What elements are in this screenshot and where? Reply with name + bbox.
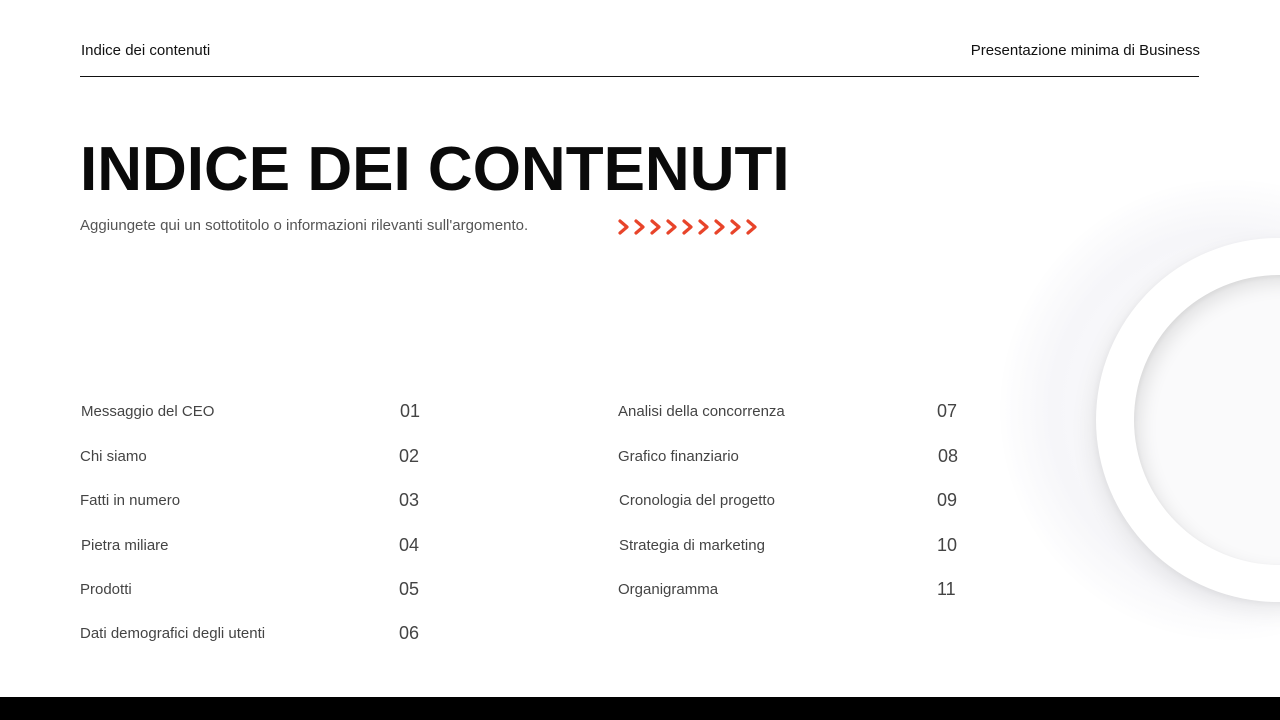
toc-item-number: 11 [937, 579, 956, 599]
header-section-label: Indice dei contenuti [81, 42, 211, 59]
toc-item-label: Fatti in numero [80, 492, 181, 509]
chevron-arrows-decoration [617, 216, 759, 238]
chevron-right-icon [617, 219, 631, 235]
chevron-right-icon [665, 219, 679, 235]
toc-item-label: Cronologia del progetto [619, 492, 775, 509]
chevron-right-icon [729, 219, 743, 235]
toc-item-label: Prodotti [80, 581, 132, 598]
chevron-right-icon [681, 219, 695, 235]
header-presentation-label: Presentazione minima di Business [970, 42, 1200, 59]
toc-item-label: Analisi della concorrenza [618, 403, 785, 420]
toc-item-number: 01 [400, 401, 421, 421]
chevron-right-icon [697, 219, 711, 235]
toc-item-number: 04 [399, 535, 420, 555]
toc-item-number: 02 [399, 446, 420, 466]
toc-item-label: Chi siamo [80, 448, 147, 465]
page-title: INDICE DEI CONTENUTI [80, 135, 790, 204]
chevron-right-icon [745, 219, 759, 235]
toc-item-label: Dati demografici degli utenti [80, 625, 266, 642]
toc-item-number: 08 [938, 446, 959, 466]
toc-item-number: 07 [937, 401, 958, 421]
chevron-right-icon [713, 219, 727, 235]
toc-item-number: 06 [399, 623, 420, 643]
toc-item-label: Pietra miliare [81, 537, 169, 554]
chevron-right-icon [649, 219, 663, 235]
toc-item-label: Messaggio del CEO [81, 403, 215, 420]
toc-item-number: 09 [937, 490, 958, 510]
chevron-right-icon [633, 219, 647, 235]
page-subtitle: Aggiungete qui un sottotitolo o informazioni rilevanti sull'argomento. [80, 217, 529, 234]
toc-item-number: 03 [399, 490, 420, 510]
toc-item-label: Strategia di marketing [619, 537, 765, 554]
toc-item-label: Organigramma [618, 581, 719, 598]
footer-bar [0, 697, 1280, 720]
toc-item-number: 05 [399, 579, 420, 599]
toc-item-number: 10 [937, 535, 958, 555]
header-divider [80, 76, 1199, 77]
toc-item-label: Grafico finanziario [618, 448, 739, 465]
